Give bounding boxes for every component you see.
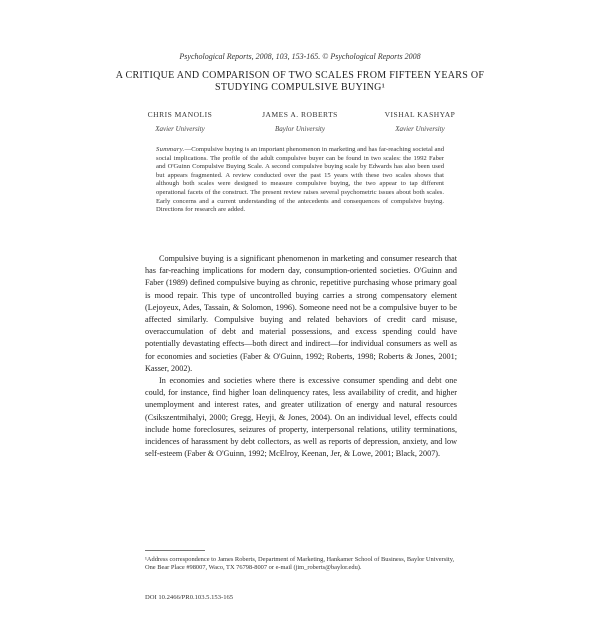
author-affiliation: Xavier University	[155, 125, 205, 133]
author-name: VISHAL KASHYAP	[384, 110, 456, 119]
body-paragraph: Compulsive buying is a significant phenomenon in marketing and consumer research that has far-reaching implications for modern day, consumption-oriented societies. O'Guinn and Faber (1989) defined compulsive buying as chronic, repetitive purchasing whose primary goal is mood repair. This type of uncontrolled buying carries a strong compensatory element (Lejoyeux, Ades, Tassain, & Solomon, 1996). Someone need not be a compulsive buyer to be affected similarly. Compulsive buying and related behaviors of credit card misuse, overaccumulation of debt and material possessions, and excess spending could have potentially devastating effects—both direct and indirect—for individual consumers as well as for economies and societies (Faber & O'Guinn, 1992; Roberts, 1998; Roberts & Jones, 2001; Kasser, 2002).	[145, 254, 457, 373]
abstract-text: —Compulsive buying is an important phenomenon in marketing and has far-reaching societal and social implications. The profile of the adult compulsive buyer can be found in two scales: the 1992 Faber and O'Guinn Compulsive Buying Scale. A second compulsive buying scale by Edwards has also been used but appears fragmented. A review conducted over the past 15 years with these two scales shows that although both scales were designed to measure compulsive buying, the two appear to tap different operational facets of the construct. The present review raises several psychometric issues about both scales. Early concerns and a current understanding of the antecedents and consequences of compulsive buying. Directions for research are added.	[156, 146, 444, 214]
running-head: Psychological Reports, 2008, 103, 153-165. © Psychological Reports 2008	[179, 52, 421, 61]
body-paragraph: In economies and societies where there is excessive consumer spending and debt one could, for instance, find higher loan delinquency rates, less availability of credit, and higher unemployment and interest rates, and greater utilization of energy and natural resources (Csikszentmihalyi, 2000; Gregg, Heyji, & Jones, 2004). On an individual level, effects could include home foreclosures, seizures of property, interpersonal relations, utility terminations, incidences of harassment by debt collectors, as well as reports of depression, anxiety, and low self-esteem (Faber & O'Guinn, 1992; McElroy, Keenan, Jer, & Lowe, 2001; Black, 2007).	[145, 376, 457, 459]
author-list	[120, 110, 480, 119]
author-name: JAMES A. ROBERTS	[262, 110, 338, 119]
doi: DOI 10.2466/PR0.103.5.153-165	[145, 594, 234, 601]
abstract-lead: Summary.	[156, 146, 185, 153]
article-title: A CRITIQUE AND COMPARISON OF TWO SCALES FROM FIFTEEN YEARS OF STUDYING COMPULSIVE BUYING¹	[115, 70, 485, 93]
abstract	[156, 146, 444, 215]
author-name: CHRIS MANOLIS	[147, 110, 213, 119]
author-affiliation: Xavier University	[395, 125, 445, 133]
footnote-rule	[145, 550, 205, 551]
author-affiliation: Baylor University	[275, 125, 325, 133]
affiliation-list	[120, 125, 480, 133]
body-text	[145, 253, 457, 460]
footnote: ¹Address correspondence to James Roberts, Department of Marketing, Hankamer School of Business, Baylor University, One Bear Place #98007, Waco, TX 76798-8007 or e-mail (jim_roberts@baylor.edu).	[145, 556, 455, 572]
